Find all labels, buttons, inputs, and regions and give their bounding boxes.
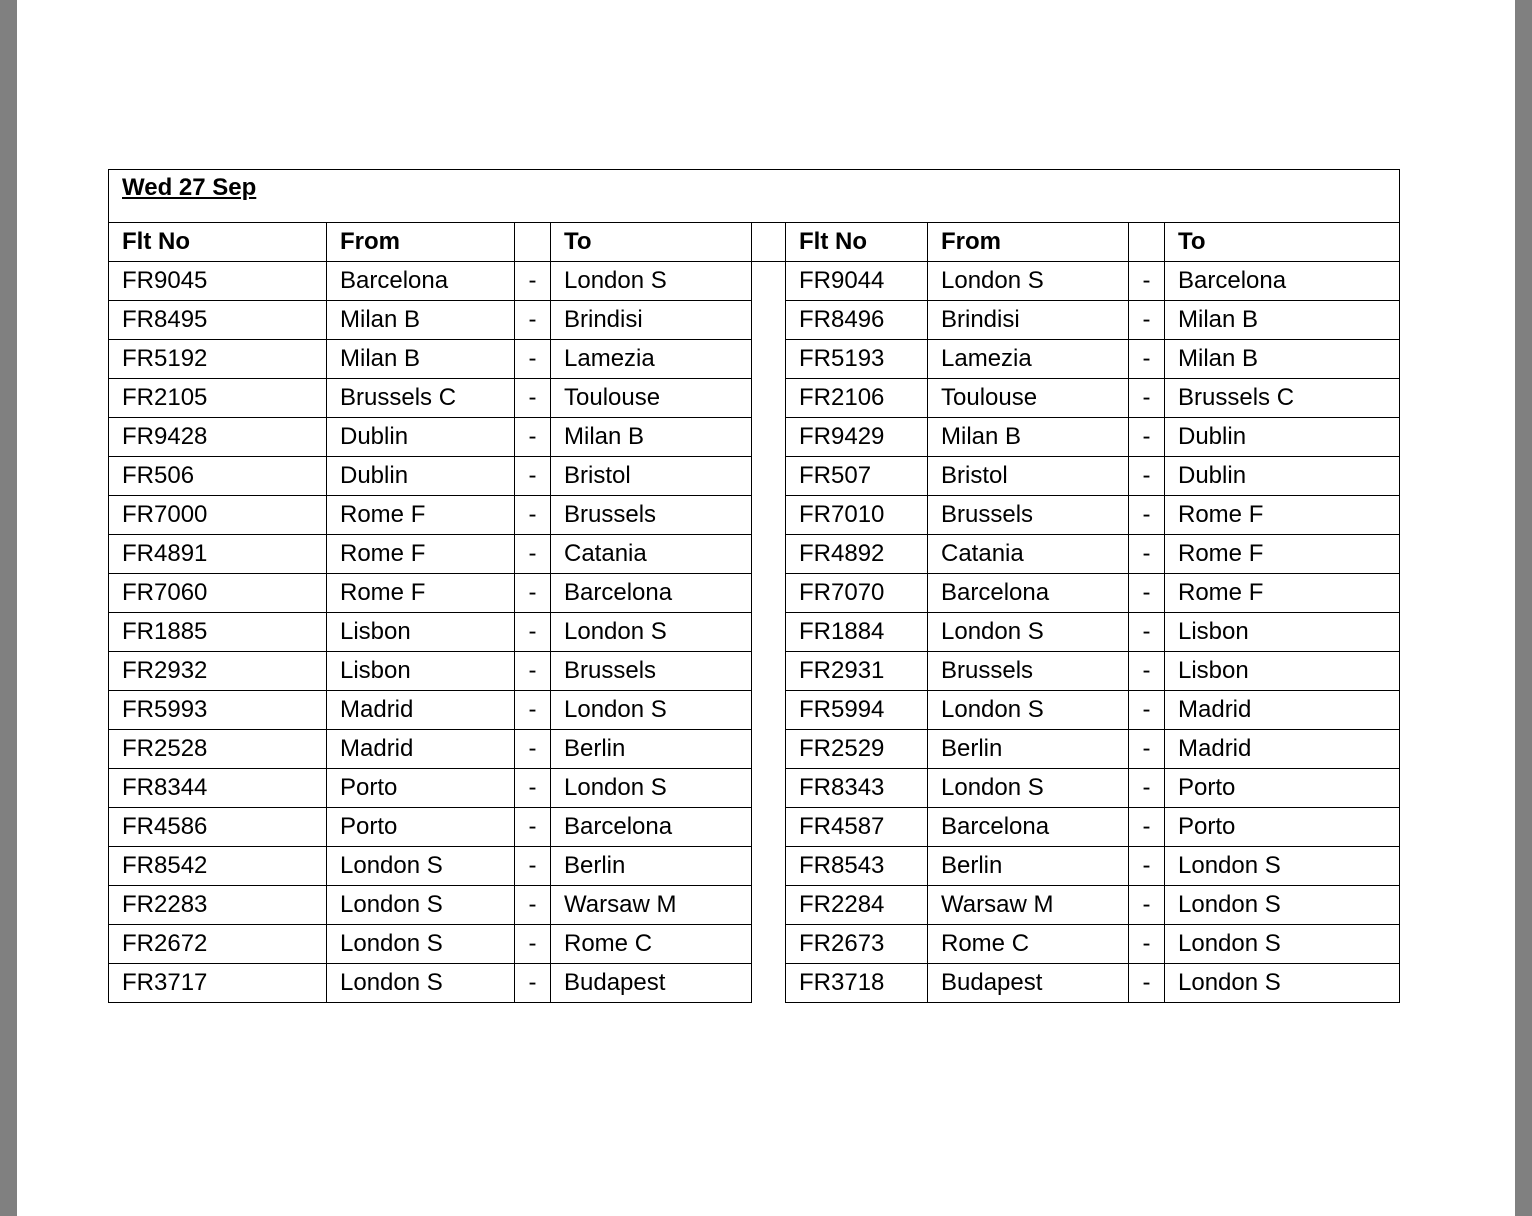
header-to-return: To xyxy=(1165,223,1400,262)
flight-number-outbound: FR9045 xyxy=(109,262,327,301)
table-row xyxy=(109,925,1400,964)
table-row xyxy=(109,457,1400,496)
column-gap xyxy=(752,925,786,964)
flight-number-return: FR9429 xyxy=(786,418,928,457)
route-dash-outbound: - xyxy=(515,847,551,886)
destination-outbound: London S xyxy=(551,613,752,652)
route-dash-return: - xyxy=(1129,457,1165,496)
origin-outbound: Dublin xyxy=(327,457,515,496)
origin-outbound: Madrid xyxy=(327,730,515,769)
route-dash-outbound: - xyxy=(515,418,551,457)
origin-outbound: London S xyxy=(327,886,515,925)
origin-return: Brindisi xyxy=(928,301,1129,340)
table-row xyxy=(109,730,1400,769)
destination-return: Rome F xyxy=(1165,574,1400,613)
flight-number-outbound: FR4891 xyxy=(109,535,327,574)
origin-return: Barcelona xyxy=(928,808,1129,847)
flight-number-outbound: FR7060 xyxy=(109,574,327,613)
destination-outbound: Brussels xyxy=(551,652,752,691)
origin-outbound: London S xyxy=(327,925,515,964)
flight-number-return: FR5994 xyxy=(786,691,928,730)
flight-number-outbound: FR2105 xyxy=(109,379,327,418)
flight-number-outbound: FR9428 xyxy=(109,418,327,457)
destination-outbound: Brindisi xyxy=(551,301,752,340)
route-dash-return: - xyxy=(1129,691,1165,730)
column-gap xyxy=(752,340,786,379)
column-gap xyxy=(752,301,786,340)
header-separator-return xyxy=(1129,223,1165,262)
origin-return: Rome C xyxy=(928,925,1129,964)
header-separator-outbound xyxy=(515,223,551,262)
origin-outbound: Lisbon xyxy=(327,613,515,652)
column-gap xyxy=(752,847,786,886)
table-row xyxy=(109,691,1400,730)
route-dash-outbound: - xyxy=(515,496,551,535)
route-dash-return: - xyxy=(1129,262,1165,301)
flight-number-outbound: FR2528 xyxy=(109,730,327,769)
route-dash-outbound: - xyxy=(515,457,551,496)
origin-return: Brussels xyxy=(928,496,1129,535)
column-gap xyxy=(752,964,786,1003)
route-dash-return: - xyxy=(1129,652,1165,691)
origin-return: Milan B xyxy=(928,418,1129,457)
destination-return: Lisbon xyxy=(1165,613,1400,652)
route-dash-return: - xyxy=(1129,769,1165,808)
destination-outbound: Catania xyxy=(551,535,752,574)
destination-return: Dublin xyxy=(1165,418,1400,457)
column-gap xyxy=(752,535,786,574)
origin-return: Catania xyxy=(928,535,1129,574)
route-dash-return: - xyxy=(1129,925,1165,964)
flight-number-return: FR4892 xyxy=(786,535,928,574)
schedule-date-title: Wed 27 Sep xyxy=(122,174,257,201)
origin-outbound: London S xyxy=(327,847,515,886)
table-row xyxy=(109,496,1400,535)
header-flt-no-outbound: Flt No xyxy=(109,223,327,262)
origin-outbound: Milan B xyxy=(327,301,515,340)
destination-outbound: London S xyxy=(551,262,752,301)
column-gap xyxy=(752,808,786,847)
flight-number-outbound: FR3717 xyxy=(109,964,327,1003)
destination-return: Madrid xyxy=(1165,691,1400,730)
destination-outbound: Barcelona xyxy=(551,574,752,613)
destination-return: Rome F xyxy=(1165,535,1400,574)
destination-outbound: Bristol xyxy=(551,457,752,496)
origin-outbound: Dublin xyxy=(327,418,515,457)
origin-outbound: Milan B xyxy=(327,340,515,379)
table-row xyxy=(109,379,1400,418)
column-gap xyxy=(752,496,786,535)
column-gap xyxy=(752,886,786,925)
flight-number-return: FR2673 xyxy=(786,925,928,964)
origin-return: London S xyxy=(928,691,1129,730)
route-dash-outbound: - xyxy=(515,613,551,652)
destination-outbound: Rome C xyxy=(551,925,752,964)
route-dash-return: - xyxy=(1129,496,1165,535)
flight-number-outbound: FR2932 xyxy=(109,652,327,691)
flight-number-outbound: FR8542 xyxy=(109,847,327,886)
flight-number-return: FR9044 xyxy=(786,262,928,301)
column-gap xyxy=(752,262,786,301)
flight-number-return: FR8496 xyxy=(786,301,928,340)
table-row xyxy=(109,964,1400,1003)
origin-outbound: Barcelona xyxy=(327,262,515,301)
destination-return: Madrid xyxy=(1165,730,1400,769)
route-dash-outbound: - xyxy=(515,886,551,925)
column-gap xyxy=(752,769,786,808)
flight-number-outbound: FR2672 xyxy=(109,925,327,964)
destination-return: Porto xyxy=(1165,769,1400,808)
route-dash-return: - xyxy=(1129,886,1165,925)
destination-return: London S xyxy=(1165,847,1400,886)
route-dash-return: - xyxy=(1129,847,1165,886)
destination-outbound: Barcelona xyxy=(551,808,752,847)
destination-outbound: Milan B xyxy=(551,418,752,457)
origin-return: London S xyxy=(928,613,1129,652)
destination-return: Brussels C xyxy=(1165,379,1400,418)
table-row xyxy=(109,847,1400,886)
column-gap xyxy=(752,418,786,457)
origin-return: Brussels xyxy=(928,652,1129,691)
route-dash-return: - xyxy=(1129,340,1165,379)
flight-number-return: FR2284 xyxy=(786,886,928,925)
destination-outbound: London S xyxy=(551,769,752,808)
origin-outbound: Lisbon xyxy=(327,652,515,691)
column-gap xyxy=(752,457,786,496)
route-dash-return: - xyxy=(1129,301,1165,340)
flight-number-return: FR2529 xyxy=(786,730,928,769)
destination-outbound: Berlin xyxy=(551,730,752,769)
flight-number-outbound: FR5993 xyxy=(109,691,327,730)
route-dash-outbound: - xyxy=(515,535,551,574)
origin-return: Toulouse xyxy=(928,379,1129,418)
origin-outbound: Porto xyxy=(327,808,515,847)
header-from-outbound: From xyxy=(327,223,515,262)
destination-return: London S xyxy=(1165,886,1400,925)
header-from-return: From xyxy=(928,223,1129,262)
route-dash-return: - xyxy=(1129,418,1165,457)
table-row xyxy=(109,262,1400,301)
column-gap xyxy=(752,652,786,691)
destination-return: London S xyxy=(1165,925,1400,964)
destination-return: Milan B xyxy=(1165,301,1400,340)
destination-return: Dublin xyxy=(1165,457,1400,496)
origin-outbound: Rome F xyxy=(327,535,515,574)
header-row xyxy=(109,223,1400,262)
route-dash-return: - xyxy=(1129,379,1165,418)
column-gap xyxy=(752,691,786,730)
table-row xyxy=(109,535,1400,574)
destination-return: Porto xyxy=(1165,808,1400,847)
flight-number-return: FR5193 xyxy=(786,340,928,379)
table-row xyxy=(109,418,1400,457)
destination-outbound: Brussels xyxy=(551,496,752,535)
table-row xyxy=(109,574,1400,613)
table-row xyxy=(109,340,1400,379)
table-row xyxy=(109,301,1400,340)
title-cell xyxy=(109,170,1400,223)
destination-return: Milan B xyxy=(1165,340,1400,379)
origin-return: Barcelona xyxy=(928,574,1129,613)
origin-return: Berlin xyxy=(928,847,1129,886)
flight-number-return: FR4587 xyxy=(786,808,928,847)
route-dash-return: - xyxy=(1129,574,1165,613)
table-row xyxy=(109,613,1400,652)
destination-return: Lisbon xyxy=(1165,652,1400,691)
destination-outbound: Warsaw M xyxy=(551,886,752,925)
destination-return: Rome F xyxy=(1165,496,1400,535)
flight-number-return: FR2106 xyxy=(786,379,928,418)
table-row xyxy=(109,808,1400,847)
destination-return: Barcelona xyxy=(1165,262,1400,301)
route-dash-outbound: - xyxy=(515,769,551,808)
flight-number-return: FR7070 xyxy=(786,574,928,613)
table-row xyxy=(109,652,1400,691)
origin-outbound: Madrid xyxy=(327,691,515,730)
flight-number-outbound: FR5192 xyxy=(109,340,327,379)
flight-number-return: FR1884 xyxy=(786,613,928,652)
route-dash-return: - xyxy=(1129,730,1165,769)
route-dash-return: - xyxy=(1129,808,1165,847)
header-to-outbound: To xyxy=(551,223,752,262)
route-dash-outbound: - xyxy=(515,652,551,691)
destination-outbound: Lamezia xyxy=(551,340,752,379)
column-gap xyxy=(752,613,786,652)
route-dash-return: - xyxy=(1129,613,1165,652)
header-flt-no-return: Flt No xyxy=(786,223,928,262)
header-gap xyxy=(752,223,786,262)
flight-number-return: FR2931 xyxy=(786,652,928,691)
document-page xyxy=(17,0,1515,1216)
flight-schedule-table xyxy=(108,169,1400,1003)
origin-return: Lamezia xyxy=(928,340,1129,379)
route-dash-outbound: - xyxy=(515,964,551,1003)
table-row xyxy=(109,769,1400,808)
origin-outbound: Brussels C xyxy=(327,379,515,418)
route-dash-outbound: - xyxy=(515,925,551,964)
origin-return: London S xyxy=(928,262,1129,301)
origin-return: Warsaw M xyxy=(928,886,1129,925)
column-gap xyxy=(752,730,786,769)
table-row xyxy=(109,886,1400,925)
destination-outbound: Budapest xyxy=(551,964,752,1003)
flight-number-return: FR7010 xyxy=(786,496,928,535)
destination-outbound: Toulouse xyxy=(551,379,752,418)
route-dash-outbound: - xyxy=(515,574,551,613)
route-dash-outbound: - xyxy=(515,808,551,847)
column-gap xyxy=(752,574,786,613)
route-dash-outbound: - xyxy=(515,262,551,301)
route-dash-outbound: - xyxy=(515,730,551,769)
origin-outbound: Rome F xyxy=(327,496,515,535)
route-dash-outbound: - xyxy=(515,301,551,340)
destination-return: London S xyxy=(1165,964,1400,1003)
flight-number-return: FR507 xyxy=(786,457,928,496)
column-gap xyxy=(752,379,786,418)
origin-return: Bristol xyxy=(928,457,1129,496)
origin-outbound: Porto xyxy=(327,769,515,808)
flight-number-return: FR8543 xyxy=(786,847,928,886)
origin-return: London S xyxy=(928,769,1129,808)
flight-number-outbound: FR1885 xyxy=(109,613,327,652)
flight-number-outbound: FR2283 xyxy=(109,886,327,925)
origin-outbound: Rome F xyxy=(327,574,515,613)
flight-number-outbound: FR8495 xyxy=(109,301,327,340)
route-dash-return: - xyxy=(1129,535,1165,574)
origin-outbound: London S xyxy=(327,964,515,1003)
flight-number-outbound: FR506 xyxy=(109,457,327,496)
flight-number-outbound: FR7000 xyxy=(109,496,327,535)
origin-return: Berlin xyxy=(928,730,1129,769)
route-dash-outbound: - xyxy=(515,340,551,379)
origin-return: Budapest xyxy=(928,964,1129,1003)
flight-number-return: FR3718 xyxy=(786,964,928,1003)
flight-number-outbound: FR4586 xyxy=(109,808,327,847)
destination-outbound: London S xyxy=(551,691,752,730)
destination-outbound: Berlin xyxy=(551,847,752,886)
route-dash-return: - xyxy=(1129,964,1165,1003)
flight-number-return: FR8343 xyxy=(786,769,928,808)
route-dash-outbound: - xyxy=(515,379,551,418)
title-row xyxy=(109,170,1400,223)
route-dash-outbound: - xyxy=(515,691,551,730)
flight-number-outbound: FR8344 xyxy=(109,769,327,808)
